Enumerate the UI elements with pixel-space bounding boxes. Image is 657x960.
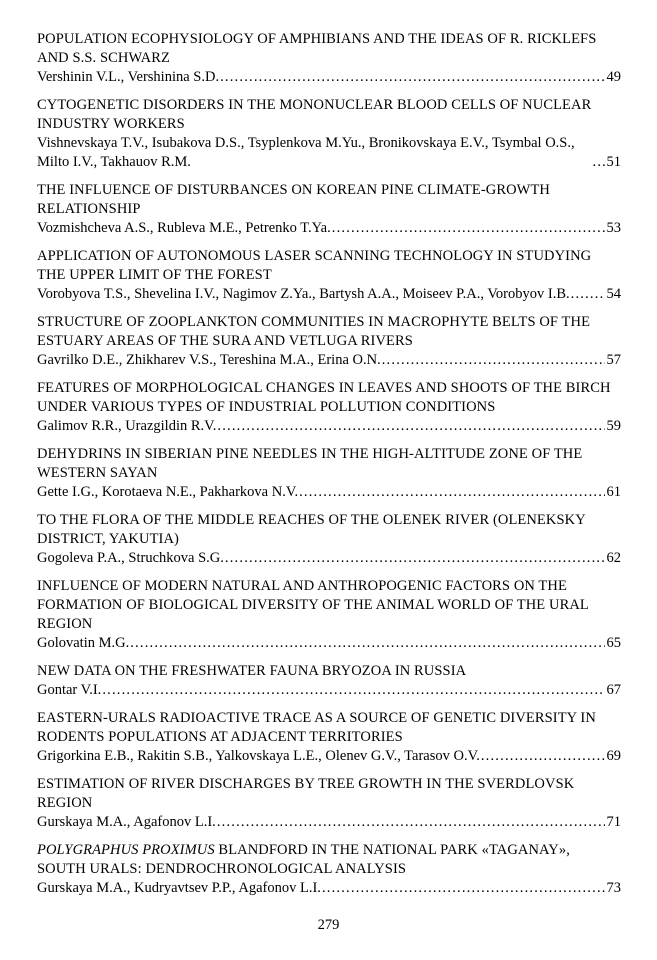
entry-authors: Gurskaya M.A., Agafonov L.I.	[37, 814, 216, 830]
entry-page-number: 54	[606, 286, 621, 302]
entry-page-number: 73	[606, 880, 621, 896]
entry-authors-line	[37, 219, 621, 238]
dot-leader	[217, 417, 604, 436]
entry-title-text: CYTOGENETIC DISORDERS IN THE MONONUCLEAR BLOOD CELLS OF NUCLEAR INDUSTRY WORKERS	[37, 97, 592, 132]
toc-entry	[37, 247, 621, 304]
entry-title-text: FEATURES OF MORPHOLOGICAL CHANGES IN LEAVES AND SHOOTS OF THE BIRCH UNDER VARIOUS TYPES OF INDUSTRIAL POLLUTION CONDITIONS	[37, 380, 611, 415]
toc-entry	[37, 96, 621, 172]
toc-list	[37, 30, 621, 898]
toc-entry	[37, 511, 621, 568]
entry-title	[37, 662, 621, 681]
entry-authors-line	[37, 417, 621, 436]
entry-authors: Golovatin M.G.	[37, 635, 130, 651]
entry-authors: Gavrilko D.E., Zhikharev V.S., Tereshina M.A., Erina O.N.	[37, 352, 381, 368]
dot-leader	[299, 483, 604, 502]
entry-page-number: 49	[606, 69, 621, 85]
entry-title-italic: POLYGRAPHUS PROXIMUS	[37, 842, 215, 858]
toc-entry	[37, 709, 621, 766]
dot-leader	[382, 351, 605, 370]
entry-title-text: NEW DATA ON THE FRESHWATER FAUNA BRYOZOA IN RUSSIA	[37, 663, 467, 679]
entry-title	[37, 247, 621, 285]
entry-authors-line	[37, 549, 621, 568]
footer-page-number: 279	[317, 917, 340, 933]
entry-authors: Grigorkina E.B., Rakitin S.B., Yalkovskaya L.E., Olenev G.V., Tarasov O.V.	[37, 748, 480, 764]
dot-leader	[102, 681, 604, 700]
toc-entry	[37, 181, 621, 238]
entry-title-text: INFLUENCE OF MODERN NATURAL AND ANTHROPOGENIC FACTORS ON THE FORMATION OF BIOLOGICAL DIVERSITY OF THE ANIMAL WORLD OF THE URAL REGION	[37, 578, 589, 632]
toc-entry	[37, 775, 621, 832]
entry-title	[37, 379, 621, 417]
entry-page-number: 53	[606, 220, 621, 236]
entry-authors-line	[37, 134, 621, 172]
dot-leader	[130, 634, 604, 653]
entry-page-number: 59	[606, 418, 621, 434]
entry-authors-line	[37, 351, 621, 370]
toc-entry	[37, 662, 621, 700]
entry-authors: Galimov R.R., Urazgildin R.V.	[37, 418, 217, 434]
entry-authors-line	[37, 634, 621, 653]
entry-title	[37, 511, 621, 549]
dot-leader	[481, 747, 605, 766]
entry-title	[37, 313, 621, 351]
entry-title	[37, 577, 621, 634]
entry-page-number: 67	[606, 682, 621, 698]
entry-page-number: 71	[606, 814, 621, 830]
entry-authors: Gontar V.I.	[37, 682, 102, 698]
dot-leader	[322, 879, 605, 898]
entry-authors: Gurskaya M.A., Kudryavtsev P.P., Agafonov L.I.	[37, 880, 321, 896]
entry-title	[37, 841, 621, 879]
entry-authors-line	[37, 681, 621, 700]
entry-title-text: STRUCTURE OF ZOOPLANKTON COMMUNITIES IN MACROPHYTE BELTS OF THE ESTUARY AREAS OF THE SURA AND VETLUGA RIVERS	[37, 314, 591, 349]
entry-authors: Gogoleva P.A., Struchkova S.G.	[37, 550, 224, 566]
dot-leader	[571, 285, 605, 304]
entry-authors: Vishnevskaya T.V., Isubakova D.S., Tsyplenkova M.Yu., Bronikovskaya E.V., Tsymbal O.S., Milto I.V., Takhauov R.M.	[37, 135, 575, 170]
toc-entry	[37, 30, 621, 87]
entry-authors: Vershinin V.L., Vershinina S.D.	[37, 69, 220, 85]
entry-page-number: 57	[606, 352, 621, 368]
entry-title-text: TO THE FLORA OF THE MIDDLE REACHES OF THE OLENEK RIVER (OLENEKSKY DISTRICT, YAKUTIA)	[37, 512, 586, 547]
entry-page-number: 61	[606, 484, 621, 500]
entry-title-text: POPULATION ECOPHYSIOLOGY OF AMPHIBIANS AND THE IDEAS OF R. RICKLEFS AND S.S. SCHWARZ	[37, 31, 597, 66]
entry-authors: Gette I.G., Korotaeva N.E., Pakharkova N.V.	[37, 484, 299, 500]
toc-entry	[37, 379, 621, 436]
toc-entry	[37, 577, 621, 653]
entry-page-number: 65	[606, 635, 621, 651]
entry-authors-line	[37, 483, 621, 502]
dot-leader	[220, 68, 604, 87]
toc-entry	[37, 841, 621, 898]
entry-title-text: ESTIMATION OF RIVER DISCHARGES BY TREE GROWTH IN THE SVERDLOVSK REGION	[37, 776, 575, 811]
entry-title-text: DEHYDRINS IN SIBERIAN PINE NEEDLES IN THE HIGH-ALTITUDE ZONE OF THE WESTERN SAYAN	[37, 446, 583, 481]
dot-leader	[593, 153, 605, 172]
entry-page-number: 62	[606, 550, 621, 566]
entry-title	[37, 30, 621, 68]
entry-authors-line	[37, 285, 621, 304]
entry-title-text: BLANDFORD IN THE NATIONAL PARK «TAGANAY», SOUTH URALS: DENDROCHRONOLOGICAL ANALYSIS	[37, 842, 570, 877]
entry-title-text: THE INFLUENCE OF DISTURBANCES ON KOREAN PINE CLIMATE-GROWTH RELATIONSHIP	[37, 182, 550, 217]
entry-title-text: EASTERN-URALS RADIOACTIVE TRACE AS A SOURCE OF GENETIC DIVERSITY IN RODENTS POPULATIONS AT ADJACENT TERRITORIES	[37, 710, 596, 745]
entry-title-text: APPLICATION OF AUTONOMOUS LASER SCANNING TECHNOLOGY IN STUDYING THE UPPER LIMIT OF THE FOREST	[37, 248, 592, 283]
toc-entry	[37, 445, 621, 502]
dot-leader	[332, 219, 605, 238]
entry-authors-line	[37, 747, 621, 766]
entry-page-number: 69	[606, 748, 621, 764]
entry-title	[37, 775, 621, 813]
entry-title	[37, 445, 621, 483]
dot-leader	[225, 549, 605, 568]
dot-leader	[217, 813, 605, 832]
entry-authors: Vorobyova T.S., Shevelina I.V., Nagimov Z.Ya., Bartysh A.A., Moiseev P.A., Vorobyov I.B.	[37, 286, 570, 302]
toc-entry	[37, 313, 621, 370]
entry-page-number: 51	[606, 154, 621, 170]
entry-authors-line	[37, 813, 621, 832]
entry-title	[37, 96, 621, 134]
entry-authors-line	[37, 879, 621, 898]
entry-authors: Vozmishcheva A.S., Rubleva M.E., Petrenko T.Ya.	[37, 220, 331, 236]
entry-authors-line	[37, 68, 621, 87]
entry-title	[37, 181, 621, 219]
entry-title	[37, 709, 621, 747]
